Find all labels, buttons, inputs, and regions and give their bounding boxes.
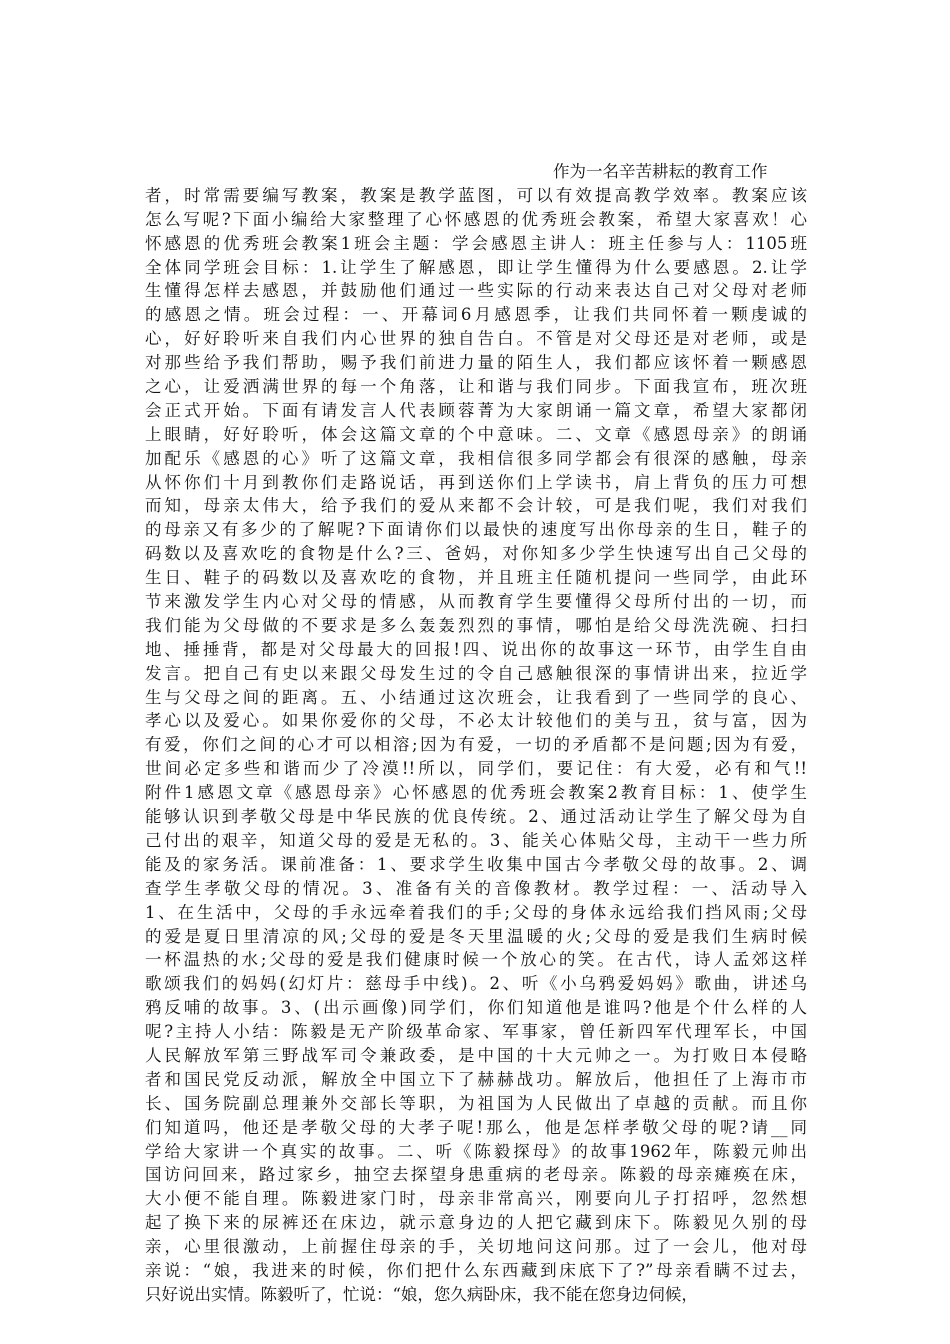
document-text-line: 鸦反哺的故事。3、(出示画像)同学们，你们知道他是谁吗?他是个什么样的人 bbox=[145, 998, 807, 1018]
document-text-line: 学给大家讲一个真实的故事。二、听《陈毅探母》的故事1962年，陈毅元帅出 bbox=[145, 1141, 807, 1161]
document-text-line: 者，时常需要编写教案，教案是教学蓝图，可以有效提高教学效率。教案应该 bbox=[145, 185, 807, 205]
document-text-line: 加配乐《感恩的心》听了这篇文章，我相信很多同学都会有很深的感触，母亲 bbox=[145, 448, 807, 468]
document-text-line: 地、捶捶背，都是对父母最大的回报!四、说出你的故事这一环节，由学生自由 bbox=[145, 639, 807, 659]
document-text-line: 亲说：“娘，我进来的时候，你们把什么东西藏到床底下了?”母亲看瞒不过去， bbox=[145, 1260, 807, 1280]
document-text-line: 亲，心里很激动，上前握住母亲的手，关切地问这问那。过了一会儿，他对母 bbox=[145, 1237, 807, 1257]
document-text-line: 查学生孝敬父母的情况。3、准备有关的音像教材。教学过程：一、活动导入 bbox=[145, 878, 807, 898]
document-text-line: 有爱，你们之间的心才可以相溶;因为有爱，一切的矛盾都不是问题;因为有爱， bbox=[145, 735, 807, 755]
document-body bbox=[145, 160, 807, 1307]
document-text-line: 能够认识到孝敬父母是中华民族的优良传统。2、通过活动让学生了解父母为自 bbox=[145, 807, 807, 827]
document-text-line: 从怀你们十月到教你们走路说话，再到送你们上学读书，肩上背负的压力可想 bbox=[145, 472, 807, 492]
document-text-line: 的母亲又有多少的了解呢?下面请你们以最快的速度写出你母亲的生日，鞋子的 bbox=[145, 520, 807, 540]
document-text-line: 1、在生活中，父母的手永远牵着我们的手;父母的身体永远给我们挡风雨;父母 bbox=[145, 902, 807, 922]
document-text-line: 的爱是夏日里清凉的风;父母的爱是冬天里温暖的火;父母的爱是我们生病时候 bbox=[145, 926, 807, 946]
document-text-line: 己付出的艰辛，知道父母的爱是无私的。3、能关心体贴父母，主动干一些力所 bbox=[145, 830, 807, 850]
document-text-line: 发言。把自己有史以来跟父母发生过的令自己感触很深的事情讲出来，拉近学 bbox=[145, 663, 807, 683]
document-text-line: 而知，母亲太伟大，给予我们的爱从来都不会计较，可是我们呢，我们对我们 bbox=[145, 496, 807, 516]
document-text-line: 者和国民党反动派，解放全中国立下了赫赫战功。解放后，他担任了上海市市 bbox=[145, 1069, 807, 1089]
document-text-line: 上眼睛，好好聆听，体会这篇文章的个中意味。二、文章《感恩母亲》的朗诵 bbox=[145, 424, 807, 444]
document-text-line: 呢?主持人小结：陈毅是无产阶级革命家、军事家，曾任新四军代理军长，中国 bbox=[145, 1022, 807, 1042]
document-text-line: 人民解放军第三野战军司令兼政委，是中国的十大元帅之一。为打败日本侵略 bbox=[145, 1045, 807, 1065]
document-text-line: 节来激发学生内心对父母的情感，从而教育学生要懂得父母所付出的一切，而 bbox=[145, 592, 807, 612]
document-text-line: 生日、鞋子的码数以及喜欢吃的食物，并且班主任随机提问一些同学，由此环 bbox=[145, 568, 807, 588]
document-text-line: 对那些给予我们帮助，赐予我们前进力量的陌生人，我们都应该怀着一颗感恩 bbox=[145, 353, 807, 373]
document-text-line: 一杯温热的水;父母的爱是我们健康时候一个放心的笑。在古代，诗人孟郊这样 bbox=[145, 950, 807, 970]
document-text-line: 码数以及喜欢吃的食物是什么?三、爸妈，对你知多少学生快速写出自己父母的 bbox=[145, 544, 807, 564]
document-text-line: 们知道吗，他还是孝敬父母的大孝子呢!那么，他是怎样孝敬父母的呢?请__同 bbox=[145, 1117, 807, 1137]
document-text-line: 生懂得怎样去感恩，并鼓励他们通过一些实际的行动来表达自己对父母对老师 bbox=[145, 281, 807, 301]
document-text-line: 长、国务院副总理兼外交部长等职，为祖国为人民做出了卓越的贡献。而且你 bbox=[145, 1093, 807, 1113]
document-text-line: 怀感恩的优秀班会教案1班会主题：学会感恩主讲人：班主任参与人：1105班 bbox=[145, 233, 807, 253]
document-text-line: 附件1感恩文章《感恩母亲》心怀感恩的优秀班会教案2教育目标：1、使学生 bbox=[145, 783, 807, 803]
document-text-line: 孝心以及爱心。如果你爱你的父母，不必太计较他们的美与丑，贫与富，因为 bbox=[145, 711, 807, 731]
document-text-line: 怎么写呢?下面小编给大家整理了心怀感恩的优秀班会教案，希望大家喜欢！心 bbox=[145, 209, 807, 229]
document-text-line: 生与父母之间的距离。五、小结通过这次班会，让我看到了一些同学的良心、 bbox=[145, 687, 807, 707]
document-text-line: 只好说出实情。陈毅听了，忙说：“娘，您久病卧床，我不能在您身边伺候， bbox=[145, 1284, 698, 1304]
document-text-line: 心，好好聆听来自我们内心世界的独自告白。不管是对父母还是对老师，或是 bbox=[145, 329, 807, 349]
document-text-line: 我们能为父母做的不要求是多么轰轰烈烈的事情，哪怕是给父母洗洗碗、扫扫 bbox=[145, 615, 807, 635]
document-opening-line: 作为一名辛苦耕耘的教育工作 bbox=[553, 162, 768, 181]
document-text-line: 的感恩之情。班会过程：一、开幕词6月感恩季，让我们共同怀着一颗虔诚的 bbox=[145, 305, 807, 325]
document-text-line: 起了换下来的尿裤还在床边，就示意身边的人把它藏到床下。陈毅见久别的母 bbox=[145, 1213, 807, 1233]
document-text-line: 世间必定多些和谐而少了冷漠!!所以，同学们，要记住：有大爱，必有和气!! bbox=[145, 759, 807, 779]
document-text-line: 歌颂我们的妈妈(幻灯片：慈母手中线)。2、听《小乌鸦爱妈妈》歌曲，讲述乌 bbox=[145, 974, 807, 994]
document-text-line: 大小便不能自理。陈毅进家门时，母亲非常高兴，刚要向儿子打招呼，忽然想 bbox=[145, 1189, 807, 1209]
document-text-line: 会正式开始。下面有请发言人代表顾蓉菁为大家朗诵一篇文章，希望大家都闭 bbox=[145, 400, 807, 420]
document-text-line: 全体同学班会目标：1.让学生了解感恩，即让学生懂得为什么要感恩。2.让学 bbox=[145, 257, 807, 277]
document-text-line: 能及的家务活。课前准备：1、要求学生收集中国古今孝敬父母的故事。2、调 bbox=[145, 854, 807, 874]
document-text-line: 国访问回来，路过家乡，抽空去探望身患重病的老母亲。陈毅的母亲瘫痪在床， bbox=[145, 1165, 807, 1185]
document-text-line: 之心，让爱洒满世界的每一个角落，让和谐与我们同步。下面我宣布，班次班 bbox=[145, 377, 807, 397]
